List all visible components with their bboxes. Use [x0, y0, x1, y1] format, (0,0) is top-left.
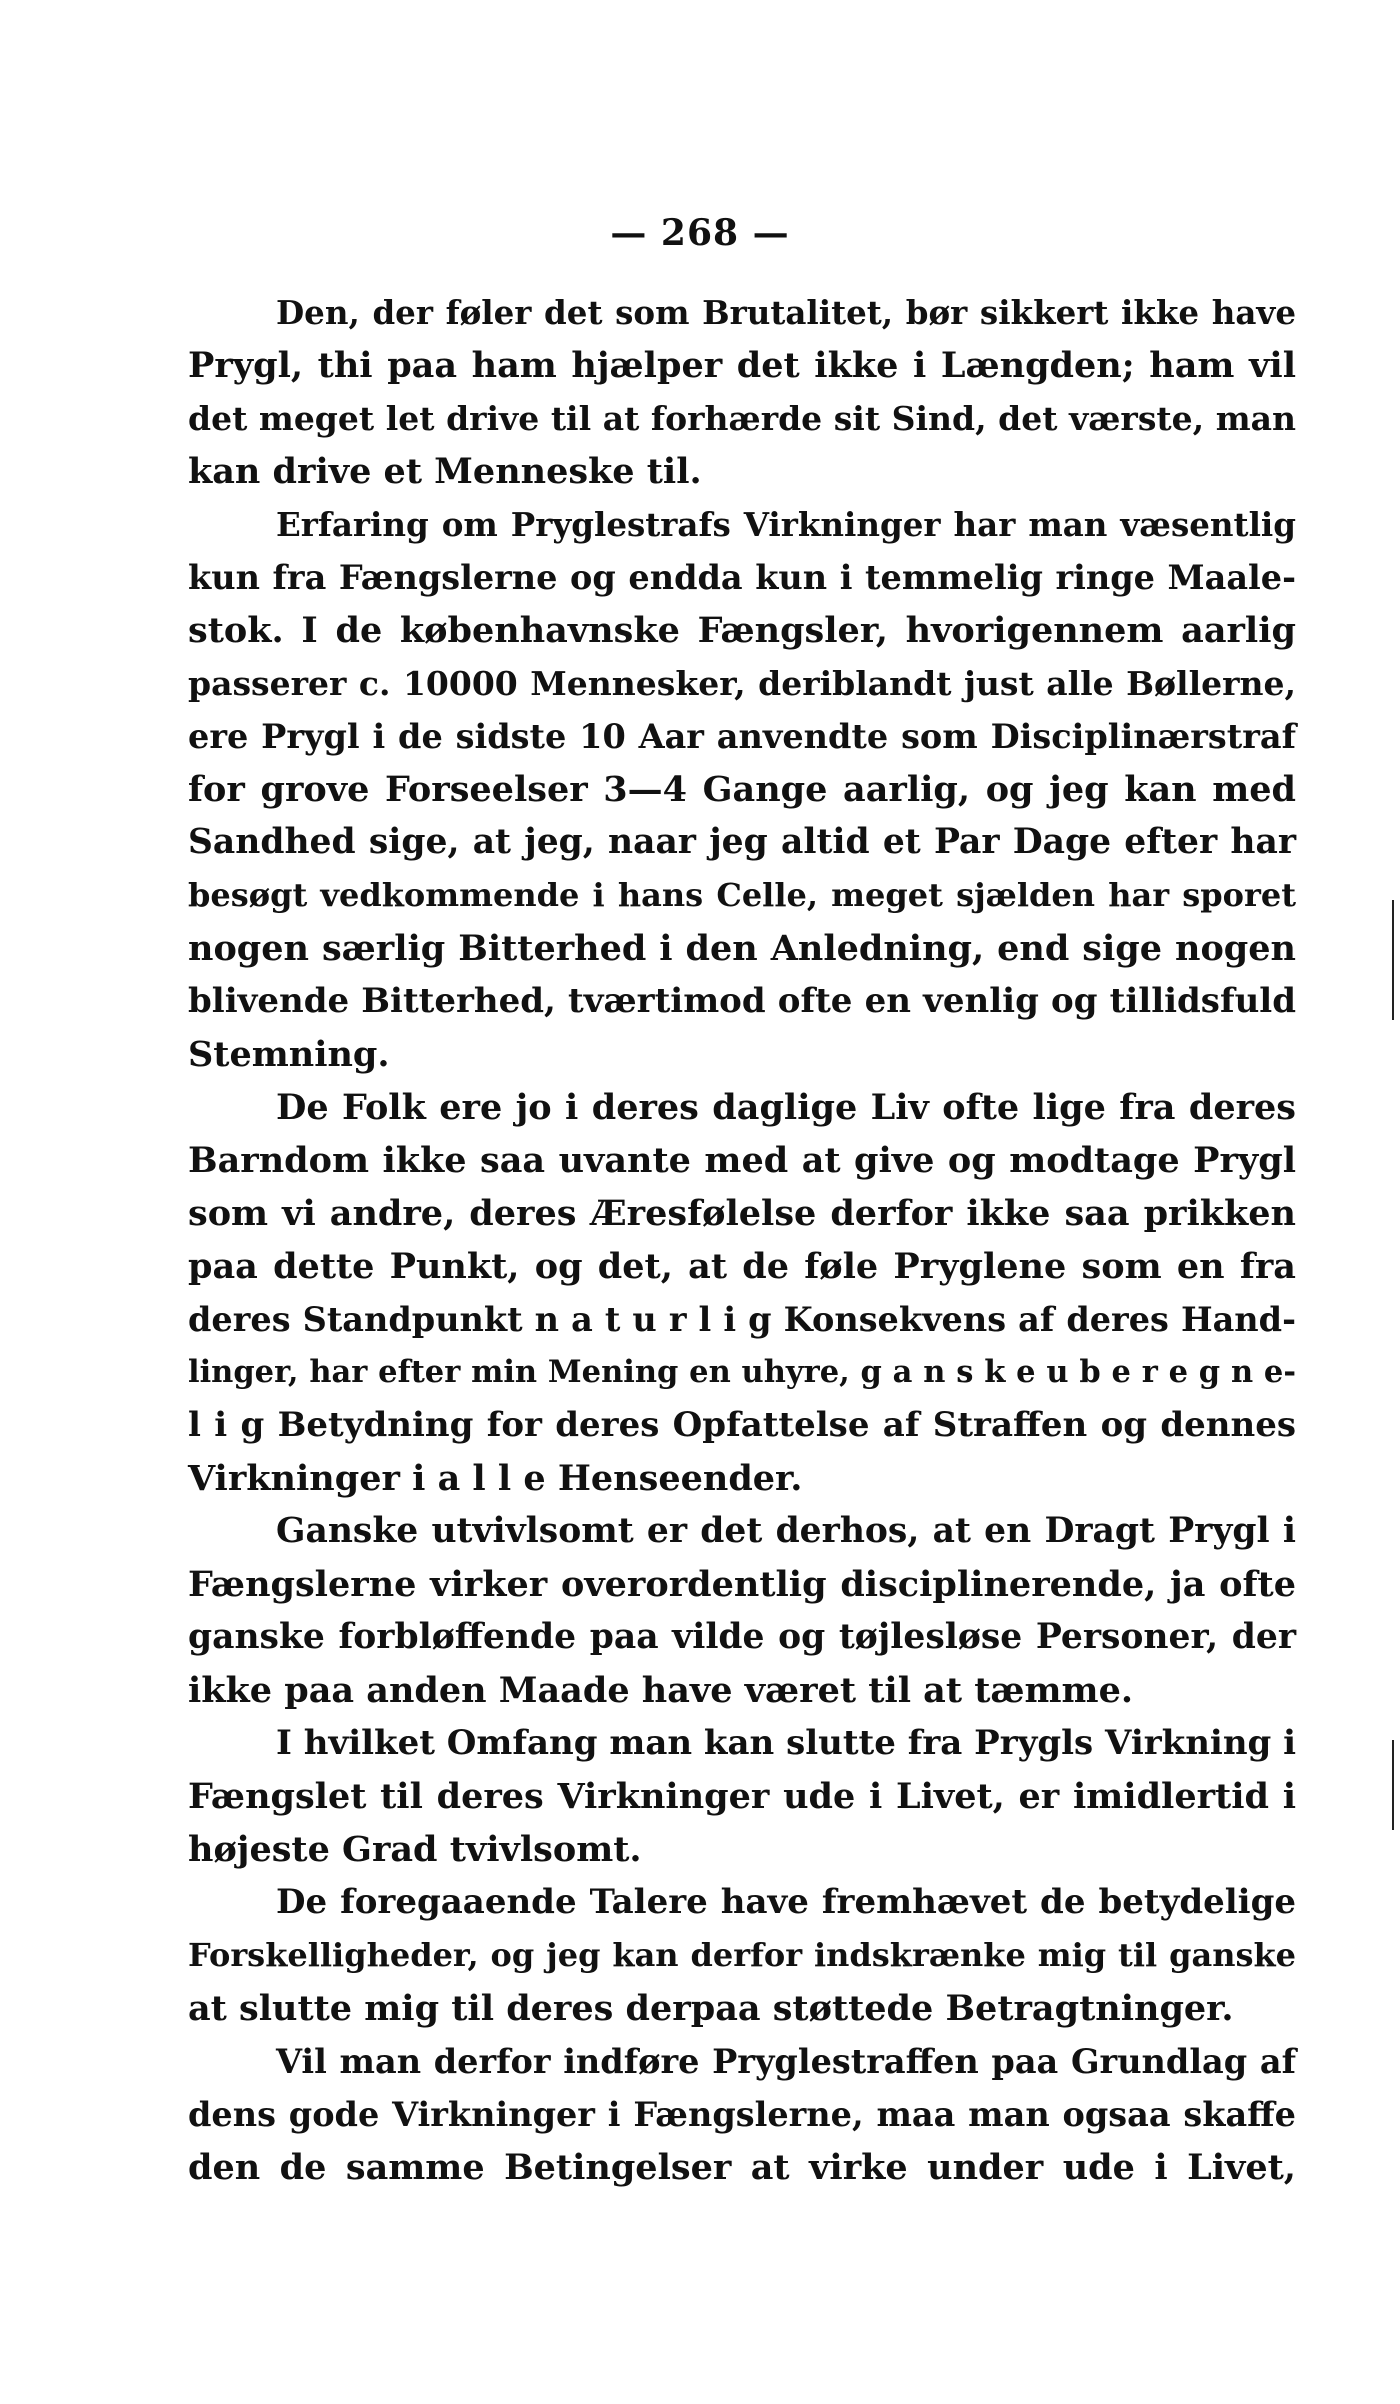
text-line: Stemning.: [188, 1034, 390, 1075]
text-line: linger, har efter min Mening en uhyre, g a n s k e u b e r e g n e-: [188, 1354, 1296, 1390]
text-line: dens gode Virkninger i Fængslerne, maa man ogsaa skaffe: [188, 2095, 1296, 2134]
text-line: kan drive et Menneske til.: [188, 451, 702, 492]
paragraph: [188, 498, 1296, 1081]
paragraph: [188, 2035, 1296, 2194]
text-line: ganske forbløffende paa vilde og tøjlesløse Personer, der: [188, 1617, 1296, 1657]
text-line: den de samme Betingelser at virke under ude i Livet,: [188, 2147, 1296, 2188]
text-line: De foregaaende Talere have fremhævet de betydelige: [276, 1882, 1296, 1922]
text-line: Den, der føler det som Brutalitet, bør sikkert ikke have: [276, 293, 1296, 332]
scan-edge-mark: [1392, 900, 1394, 1020]
text-line: ikke paa anden Maade have været til at tæmme.: [188, 1670, 1134, 1711]
text-line: ere Prygl i de sidste 10 Aar anvendte som Disciplinærstraf: [188, 717, 1296, 756]
text-line: deres Standpunkt n a t u r l i g Konsekvens af deres Hand-: [188, 1300, 1296, 1339]
body-text: [188, 286, 1296, 2194]
paragraph: [188, 1876, 1296, 2035]
text-line: l i g Betydning for deres Opfattelse af Straffen og dennes: [188, 1405, 1296, 1445]
text-line: for grove Forseelser 3—4 Gange aarlig, og jeg kan med: [188, 769, 1296, 810]
text-line: det meget let drive til at forhærde sit Sind, det værste, man: [188, 399, 1296, 438]
text-line: stok. I de københavnske Fængsler, hvorigennem aarlig: [188, 610, 1296, 651]
text-line: Vil man derfor indføre Pryglestraffen paa Grundlag af: [276, 2042, 1296, 2081]
text-line: Fængslerne virker overordentlig disciplinerende, ja ofte: [188, 1564, 1296, 1605]
text-line: blivende Bitterhed, tværtimod ofte en venlig og tillidsfuld: [188, 981, 1296, 1021]
text-line: Prygl, thi paa ham hjælper det ikke i Længden; ham vil: [188, 345, 1296, 386]
text-line: I hvilket Omfang man kan slutte fra Prygls Virkning i: [276, 1723, 1297, 1763]
text-line: Fængslet til deres Virkninger ude i Livet, er imidlertid i: [188, 1776, 1296, 1817]
page-number: — 268 —: [610, 212, 790, 254]
text-line: besøgt vedkommende i hans Celle, meget sjælden har sporet: [188, 876, 1296, 914]
text-line: Forskelligheder, og jeg kan derfor indskrænke mig til ganske: [188, 1936, 1296, 1974]
scan-edge-mark: [1392, 1740, 1394, 1830]
text-line: paa dette Punkt, og det, at de føle Pryglene som en fra: [188, 1246, 1296, 1287]
paragraph: [188, 1081, 1296, 1505]
paragraph: [188, 286, 1296, 498]
text-line: Barndom ikke saa uvante med at give og modtage Prygl: [188, 1140, 1296, 1181]
text-line: at slutte mig til deres derpaa støttede Betragtninger.: [188, 1988, 1234, 2029]
text-line: som vi andre, deres Æresfølelse derfor ikke saa prikken: [188, 1193, 1296, 1234]
text-line: De Folk ere jo i deres daglige Liv ofte lige fra deres: [276, 1087, 1296, 1128]
text-line: Ganske utvivlsomt er det derhos, at en Dragt Prygl i: [276, 1511, 1296, 1551]
paragraph: [188, 1505, 1296, 1717]
text-line: højeste Grad tvivlsomt.: [188, 1829, 642, 1870]
text-line: passerer c. 10000 Mennesker, deriblandt just alle Bøllerne,: [188, 664, 1296, 703]
text-line: Sandhed sige, at jeg, naar jeg altid et Par Dage efter har: [188, 822, 1296, 862]
text-line: Virkninger i a l l e Henseender.: [188, 1458, 803, 1499]
paragraph: [188, 1717, 1296, 1876]
text-line: Erfaring om Pryglestrafs Virkninger har man væsentlig: [276, 505, 1296, 544]
text-line: nogen særlig Bitterhed i den Anledning, end sige nogen: [188, 928, 1296, 969]
text-line: kun fra Fængslerne og endda kun i temmelig ringe Maale-: [188, 558, 1296, 597]
